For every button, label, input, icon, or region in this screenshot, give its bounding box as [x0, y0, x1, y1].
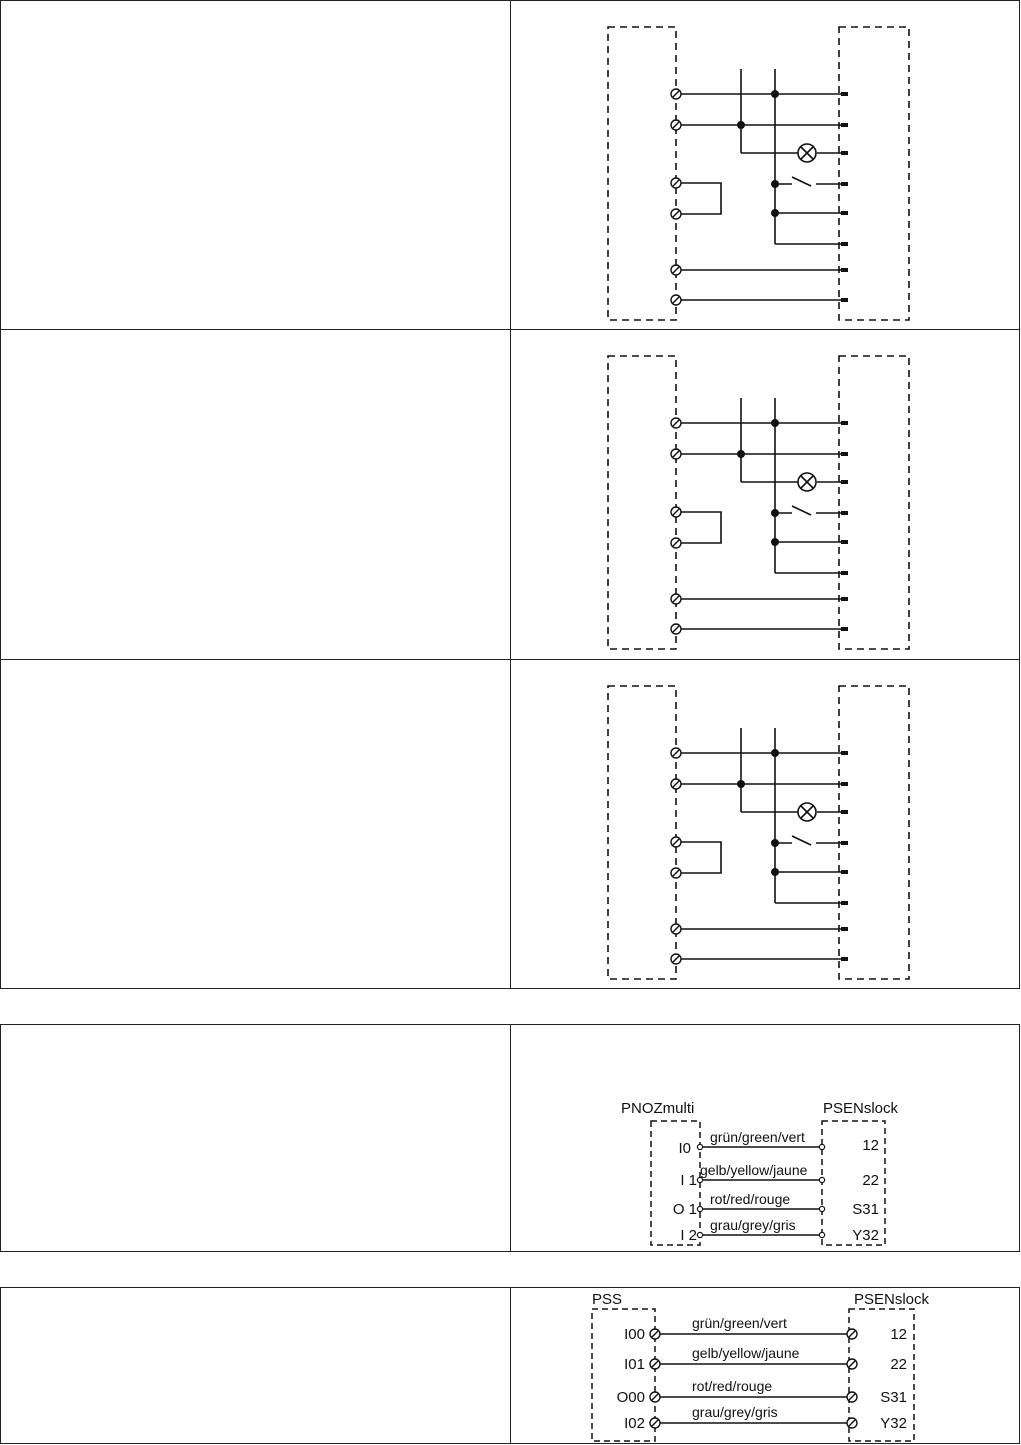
- circuit-diagram-graphic: [608, 686, 909, 979]
- input-label: I02: [624, 1415, 645, 1432]
- input-label: I00: [624, 1326, 645, 1343]
- circuit-diagram-graphic: [608, 356, 909, 649]
- terminal-label: 22: [862, 1172, 879, 1189]
- description-cell-3: [1, 660, 511, 988]
- diagram-cell-3: [511, 660, 1020, 988]
- input-label: I01: [624, 1356, 645, 1373]
- wire-color-label: gelb/yellow/jaune: [692, 1345, 800, 1361]
- terminal-label: S31: [852, 1201, 879, 1218]
- circuit-diagram-3: [511, 660, 1020, 988]
- pss-label: PSS: [592, 1291, 623, 1308]
- input-label: I 1: [680, 1172, 697, 1189]
- diagram-row-2: [1, 330, 1019, 660]
- diagram-cell-2: [511, 330, 1020, 659]
- pnozmulti-table: [0, 1024, 1020, 1252]
- wire-color-label: rot/red/rouge: [692, 1378, 773, 1394]
- terminal-label: 22: [890, 1356, 907, 1373]
- terminal-label: Y32: [852, 1227, 879, 1244]
- pss-wiring-diagram: [511, 1288, 1020, 1443]
- terminal-label: 12: [862, 1137, 879, 1154]
- pnozmulti-diagram-cell: [511, 1025, 1020, 1251]
- description-cell-2: [1, 330, 511, 659]
- wire-color-label: grün/green/vert: [692, 1315, 787, 1331]
- diagram-cell-1: [511, 1, 1020, 329]
- circuit-diagram-graphic: [608, 27, 909, 320]
- diagram-row-3: [1, 660, 1019, 988]
- wire-color-label: gelb/yellow/jaune: [700, 1162, 808, 1178]
- terminal-label: 12: [890, 1326, 907, 1343]
- pss-table: [0, 1287, 1020, 1444]
- pss-diagram-cell: [511, 1288, 1020, 1443]
- psenslock-label: PSENslock: [823, 1100, 899, 1117]
- output-label: O00: [616, 1389, 645, 1406]
- wire-color-label: grün/green/vert: [710, 1129, 805, 1145]
- input-label: I0: [678, 1140, 691, 1157]
- psenslock-label: PSENslock: [854, 1291, 930, 1308]
- wire-color-label: grau/grey/gris: [710, 1217, 796, 1233]
- pnozmulti-description-cell: [1, 1025, 511, 1251]
- circuit-diagram-1: [511, 1, 1020, 329]
- terminal-label: S31: [880, 1389, 907, 1406]
- input-label: I 2: [680, 1227, 697, 1244]
- output-label: O 1: [672, 1201, 697, 1218]
- description-cell-1: [1, 1, 511, 329]
- terminal-label: Y32: [880, 1415, 907, 1432]
- diagram-row-1: [1, 1, 1019, 330]
- pss-description-cell: [1, 1288, 511, 1443]
- wire-color-label: rot/red/rouge: [710, 1191, 791, 1207]
- pnozmulti-wiring-diagram: [511, 1025, 1020, 1251]
- pnozmulti-label: PNOZmulti: [621, 1100, 695, 1117]
- wire-color-label: grau/grey/gris: [692, 1404, 778, 1420]
- circuit-diagram-2: [511, 330, 1020, 659]
